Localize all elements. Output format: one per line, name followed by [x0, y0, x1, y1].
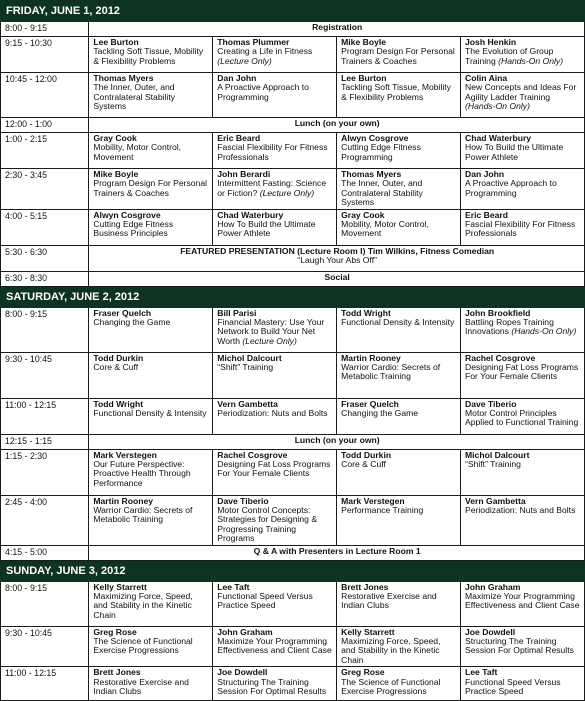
time-slot: 4:00 - 5:15 — [1, 209, 89, 245]
presenter-name: Lee Burton — [341, 73, 387, 83]
session-cell — [337, 581, 461, 626]
full-width-event — [89, 22, 585, 37]
session-title-block — [465, 47, 581, 66]
session-title: Tackling Soft Tissue, Mobility & Flexibility Problems — [341, 82, 451, 102]
session-cell — [213, 449, 337, 495]
session-title-block — [341, 179, 457, 207]
session-title-block — [465, 637, 581, 656]
presenter-name: Michol Dalcourt — [465, 449, 530, 460]
full-width-event — [89, 434, 585, 449]
session-title-block — [465, 318, 581, 337]
session-title: Battling Ropes Training Innovations — [465, 317, 554, 337]
session-title-block — [217, 637, 333, 656]
presenter-name: Todd Durkin — [93, 352, 144, 363]
presenter-name: Gray Cook — [341, 209, 385, 220]
session-row — [1, 495, 585, 545]
session-title: Maximizing Force, Speed, and Stability in the Kinetic Chain — [341, 636, 441, 665]
session-title: Warrior Cardio: Secrets of Metabolic Training — [93, 505, 193, 525]
session-title-block — [341, 460, 457, 469]
session-cell — [89, 209, 213, 245]
session-title-block — [341, 678, 457, 697]
session-title: How To Build the Ultimate Power Athlete — [465, 142, 564, 162]
session-title-block — [217, 506, 333, 544]
session-title-block — [341, 83, 457, 102]
session-title-block — [217, 592, 333, 611]
session-title-block — [465, 220, 581, 239]
event-label: Lunch (on your own) — [294, 118, 380, 128]
session-note: (Lecture Only) — [242, 335, 297, 346]
time-slot: 11:00 - 12:15 — [1, 398, 89, 434]
presenter-name: Dave Tiberio — [465, 398, 517, 409]
session-cell — [89, 626, 213, 667]
session-cell — [337, 37, 461, 73]
session-title-block — [217, 47, 333, 66]
session-row — [1, 118, 585, 133]
time-slot: 9:15 - 10:30 — [1, 37, 89, 73]
day-header-row — [1, 286, 585, 307]
session-title-block — [341, 637, 457, 665]
presenter-name: Eric Beard — [465, 209, 509, 220]
event-label: Registration — [312, 22, 363, 32]
session-title: Mobility, Motor Control, Movement — [93, 142, 182, 162]
session-title: Functional Density & Intensity — [93, 408, 207, 419]
session-title-block — [93, 506, 209, 525]
session-title-block — [217, 220, 333, 239]
session-cell — [213, 307, 337, 352]
session-cell — [337, 352, 461, 398]
session-title: A Proactive Approach to Programming — [465, 178, 557, 198]
session-row — [1, 667, 585, 701]
presenter-name: Chad Waterbury — [465, 133, 532, 143]
session-title: Functional Density & Intensity — [341, 317, 455, 328]
presenter-name: Dan John — [465, 169, 505, 179]
full-width-event — [89, 118, 585, 133]
session-title-block — [465, 506, 581, 515]
session-title-block — [93, 47, 209, 66]
session-title-block — [341, 592, 457, 611]
event-label: Lunch (on your own) — [294, 434, 380, 445]
day-header: FRIDAY, JUNE 1, 2012 — [1, 1, 585, 22]
session-title-block — [93, 678, 209, 697]
session-title: Mobility, Motor Control, Movement — [341, 219, 429, 239]
session-note: (Hands-On Only) — [511, 326, 577, 337]
session-title: The Science of Functional Exercise Progressions — [93, 636, 193, 656]
presenter-name: Kelly Starrett — [341, 626, 395, 637]
event-label: Q & A with Presenters in Lecture Room 1 — [253, 545, 421, 556]
session-title-block — [341, 409, 457, 418]
session-title: Creating a Life in Fitness — [217, 46, 313, 57]
session-title-block — [93, 592, 209, 620]
session-cell — [213, 73, 337, 118]
session-title: Restorative Exercise and Indian Clubs — [341, 591, 437, 611]
session-title: Performance Training — [341, 505, 424, 516]
presenter-name: Chad Waterbury — [217, 209, 284, 220]
session-cell — [337, 449, 461, 495]
day-header-row — [1, 1, 585, 22]
session-title: Our Future Perspective: Proactive Health Through Performance — [93, 459, 191, 488]
presenter-name: Joe Dowdell — [217, 667, 268, 678]
presenter-name: Fraser Quelch — [341, 398, 399, 409]
presenter-name: Dan John — [217, 73, 257, 83]
time-slot: 5:30 - 6:30 — [1, 245, 89, 271]
session-title: Program Design For Personal Trainers & Coaches — [93, 178, 208, 198]
presenter-name: Mark Verstegen — [93, 449, 157, 460]
event-label: Social — [324, 271, 350, 282]
session-cell — [89, 169, 213, 210]
session-title: “Shift” Training — [217, 362, 274, 373]
session-cell — [337, 307, 461, 352]
time-slot: 8:00 - 9:15 — [1, 581, 89, 626]
session-title-block — [341, 47, 457, 66]
session-title-block — [341, 220, 457, 239]
session-row — [1, 626, 585, 667]
session-title-block — [217, 143, 333, 162]
session-title: Motor Control Concepts: Strategies for Designing & Progressing Training Programs — [217, 505, 318, 544]
full-width-event — [89, 245, 585, 271]
session-title: Warrior Cardio: Secrets of Metabolic Training — [341, 362, 441, 382]
session-cell — [213, 495, 337, 545]
session-row — [1, 434, 585, 449]
time-slot: 2:30 - 3:45 — [1, 169, 89, 210]
session-title: Designing Fat Loss Programs For Your Female Clients — [217, 459, 331, 479]
session-title-block — [93, 143, 209, 162]
time-slot: 12:15 - 1:15 — [1, 434, 89, 449]
session-row — [1, 245, 585, 271]
session-note: (Lecture Only) — [259, 187, 315, 198]
presenter-name: Greg Rose — [93, 626, 137, 637]
session-title-block — [217, 83, 333, 102]
presenter-name: Todd Wright — [341, 307, 391, 318]
session-row — [1, 133, 585, 169]
session-title: Periodization: Nuts and Bolts — [217, 408, 328, 419]
session-cell — [89, 581, 213, 626]
session-title-block — [465, 678, 581, 697]
session-cell — [461, 37, 585, 73]
session-title-block — [217, 678, 333, 697]
session-title-block — [93, 363, 209, 372]
full-width-event — [89, 271, 585, 286]
session-note: (Lecture Only) — [217, 55, 272, 66]
time-slot: 9:30 - 10:45 — [1, 352, 89, 398]
session-cell — [213, 667, 337, 701]
presenter-name: Bill Parisi — [217, 307, 257, 318]
event-subtitle: “Laugh Your Abs Off” — [297, 255, 377, 266]
session-note: (Hands-On Only) — [465, 101, 530, 112]
session-cell — [213, 209, 337, 245]
session-title-block — [465, 460, 581, 469]
session-cell — [89, 352, 213, 398]
session-cell — [89, 667, 213, 701]
time-slot: 1:15 - 2:30 — [1, 449, 89, 495]
event-label: FEATURED PRESENTATION (Lecture Room I) Tim Wilkins, Fitness Comedian — [180, 245, 495, 256]
session-title: Maximize Your Programming Effectiveness and Client Case — [465, 591, 580, 611]
time-slot: 10:45 - 12:00 — [1, 73, 89, 118]
session-row — [1, 398, 585, 434]
presenter-name: Michol Dalcourt — [217, 352, 282, 363]
session-cell — [89, 37, 213, 73]
presenter-name: John Brookfield — [465, 307, 531, 318]
session-title: Program Design For Personal Trainers & Coaches — [341, 46, 455, 66]
presenter-name: Gray Cook — [93, 133, 137, 143]
session-cell — [337, 667, 461, 701]
presenter-name: Mike Boyle — [93, 169, 139, 179]
presenter-name: Todd Durkin — [341, 449, 392, 460]
session-cell — [461, 307, 585, 352]
presenter-name: Rachel Cosgrove — [465, 352, 536, 363]
session-cell — [337, 169, 461, 210]
session-title-block — [217, 363, 333, 372]
time-slot: 8:00 - 9:15 — [1, 22, 89, 37]
session-title-block — [93, 637, 209, 656]
session-cell — [461, 169, 585, 210]
presenter-name: Thomas Myers — [93, 73, 154, 83]
session-cell — [89, 449, 213, 495]
session-cell — [213, 581, 337, 626]
session-title-block — [341, 143, 457, 162]
presenter-name: Mark Verstegen — [341, 495, 405, 506]
session-title: Designing Fat Loss Programs For Your Female Clients — [465, 362, 579, 382]
session-cell — [213, 133, 337, 169]
session-cell — [213, 352, 337, 398]
presenter-name: Eric Beard — [217, 133, 261, 143]
presenter-name: Martin Rooney — [341, 352, 401, 363]
session-cell — [461, 495, 585, 545]
session-title-block — [217, 409, 333, 418]
session-title: Financial Mastery: Use Your Network to Build Your Net Worth — [217, 317, 325, 346]
time-slot: 2:45 - 4:00 — [1, 495, 89, 545]
session-title: Structuring The Training Session For Optimal Results — [217, 676, 327, 697]
time-slot: 6:30 - 8:30 — [1, 271, 89, 286]
session-title: Core & Cuff — [341, 459, 386, 470]
session-row — [1, 581, 585, 626]
schedule-body — [1, 1, 585, 701]
time-slot: 1:00 - 2:15 — [1, 133, 89, 169]
session-title: Cutting Edge Fitness Programming — [341, 142, 421, 162]
session-title-block — [93, 460, 209, 488]
session-cell — [461, 581, 585, 626]
session-cell — [461, 352, 585, 398]
session-title: How To Build the Ultimate Power Athlete — [217, 219, 316, 239]
presenter-name: John Berardi — [217, 169, 271, 179]
session-row — [1, 37, 585, 73]
presenter-name: Brett Jones — [341, 581, 389, 592]
session-title: Maximizing Force, Speed, and Stability in the Kinetic Chain — [93, 591, 193, 620]
presenter-name: Martin Rooney — [93, 495, 154, 506]
presenter-name: Rachel Cosgrove — [217, 449, 288, 460]
session-row — [1, 209, 585, 245]
session-cell — [461, 398, 585, 434]
session-note: (Hands-On Only) — [498, 55, 564, 66]
session-cell — [461, 209, 585, 245]
presenter-name: Joe Dowdell — [465, 626, 516, 637]
session-cell — [89, 133, 213, 169]
presenter-name: Vern Gambetta — [217, 398, 278, 409]
presenter-name: John Graham — [217, 626, 273, 637]
session-cell — [337, 133, 461, 169]
session-cell — [461, 449, 585, 495]
session-cell — [213, 626, 337, 667]
session-title: Core & Cuff — [93, 362, 139, 373]
session-title: Functional Speed Versus Practice Speed — [217, 591, 313, 611]
session-title-block — [217, 179, 333, 198]
session-title: Periodization: Nuts and Bolts — [465, 505, 576, 516]
time-slot: 9:30 - 10:45 — [1, 626, 89, 667]
session-row — [1, 449, 585, 495]
session-title-block — [341, 318, 457, 327]
presenter-name: Thomas Plummer — [217, 37, 290, 47]
day-header-row — [1, 560, 585, 581]
session-cell — [337, 398, 461, 434]
session-cell — [337, 73, 461, 118]
session-title-block — [93, 318, 209, 327]
session-row — [1, 169, 585, 210]
session-title-block — [465, 592, 581, 611]
session-title-block — [465, 409, 581, 428]
presenter-name: Greg Rose — [341, 667, 385, 678]
session-title: Changing the Game — [341, 408, 419, 419]
session-title-block — [217, 318, 333, 346]
session-title: Restorative Exercise and Indian Clubs — [93, 676, 189, 697]
time-slot: 8:00 - 9:15 — [1, 307, 89, 352]
session-title: Changing the Game — [93, 317, 171, 328]
session-cell — [337, 626, 461, 667]
session-title-block — [465, 179, 581, 198]
session-title-block — [465, 143, 581, 162]
session-cell — [461, 73, 585, 118]
full-width-event — [89, 545, 585, 560]
presenter-name: Josh Henkin — [465, 37, 517, 47]
presenter-name: Fraser Quelch — [93, 307, 152, 318]
presenter-name: Kelly Starrett — [93, 581, 147, 592]
time-slot: 11:00 - 12:15 — [1, 667, 89, 701]
session-row — [1, 271, 585, 286]
session-cell — [213, 37, 337, 73]
session-cell — [89, 398, 213, 434]
session-cell — [337, 495, 461, 545]
session-title: The Inner, Outer, and Contralateral Stability Systems — [341, 178, 423, 208]
session-title: New Concepts and Ideas For Agility Ladder Training — [465, 82, 577, 102]
session-cell — [89, 495, 213, 545]
session-title: Fascial Flexibility For Fitness Professionals — [217, 142, 328, 162]
session-row — [1, 307, 585, 352]
session-title: Motor Control Principles Applied to Functional Training — [465, 408, 579, 428]
presenter-name: Alwyn Cosgrove — [341, 133, 409, 143]
session-title: Tackling Soft Tissue, Mobility & Flexibility Problems — [93, 46, 204, 66]
presenter-name: Lee Taft — [217, 581, 250, 592]
session-cell — [461, 626, 585, 667]
session-title-block — [93, 409, 209, 418]
session-cell — [89, 307, 213, 352]
session-title-block — [93, 220, 209, 239]
session-title-block — [465, 83, 581, 111]
session-title: Functional Speed Versus Practice Speed — [465, 676, 561, 697]
time-slot: 12:00 - 1:00 — [1, 118, 89, 133]
session-title: The Evolution of Group Training — [465, 46, 554, 66]
presenter-name: Alwyn Cosgrove — [93, 209, 161, 220]
presenter-name: Thomas Myers — [341, 169, 402, 179]
day-header: SATURDAY, JUNE 2, 2012 — [1, 286, 585, 307]
presenter-name: Todd Wright — [93, 398, 144, 409]
session-title: Intermittent Fasting: Science or Fiction? — [217, 178, 327, 198]
presenter-name: Lee Taft — [465, 667, 498, 678]
session-title: The Science of Functional Exercise Progressions — [341, 676, 441, 697]
session-title-block — [93, 179, 209, 198]
session-title: Maximize Your Programming Effectiveness and Client Case — [217, 636, 332, 656]
session-title-block — [341, 506, 457, 515]
session-title: Fascial Flexibility For Fitness Professionals — [465, 219, 576, 239]
session-title-block — [341, 363, 457, 382]
presenter-name: Mike Boyle — [341, 37, 387, 47]
session-cell — [89, 73, 213, 118]
presenter-name: Vern Gambetta — [465, 495, 526, 506]
session-title: A Proactive Approach to Programming — [217, 82, 309, 102]
session-title-block — [217, 460, 333, 479]
session-cell — [213, 169, 337, 210]
session-cell — [461, 133, 585, 169]
session-row — [1, 352, 585, 398]
presenter-name: Dave Tiberio — [217, 495, 269, 506]
presenter-name: Brett Jones — [93, 667, 141, 678]
session-title-block — [465, 363, 581, 382]
time-slot: 4:15 - 5:00 — [1, 545, 89, 560]
session-row — [1, 545, 585, 560]
session-title: Structuring The Training Session For Optimal Results — [465, 636, 574, 656]
session-title: The Inner, Outer, and Contralateral Stability Systems — [93, 82, 176, 112]
session-row — [1, 22, 585, 37]
day-header: SUNDAY, JUNE 3, 2012 — [1, 560, 585, 581]
session-cell — [461, 667, 585, 701]
session-cell — [337, 209, 461, 245]
session-cell — [213, 398, 337, 434]
presenter-name: Colin Aina — [465, 73, 508, 83]
presenter-name: John Graham — [465, 581, 521, 592]
session-row — [1, 73, 585, 118]
session-title-block — [93, 83, 209, 111]
session-title: Cutting Edge Fitness Business Principles — [93, 219, 174, 239]
session-title: “Shift” Training — [465, 459, 521, 470]
presenter-name: Lee Burton — [93, 37, 139, 47]
